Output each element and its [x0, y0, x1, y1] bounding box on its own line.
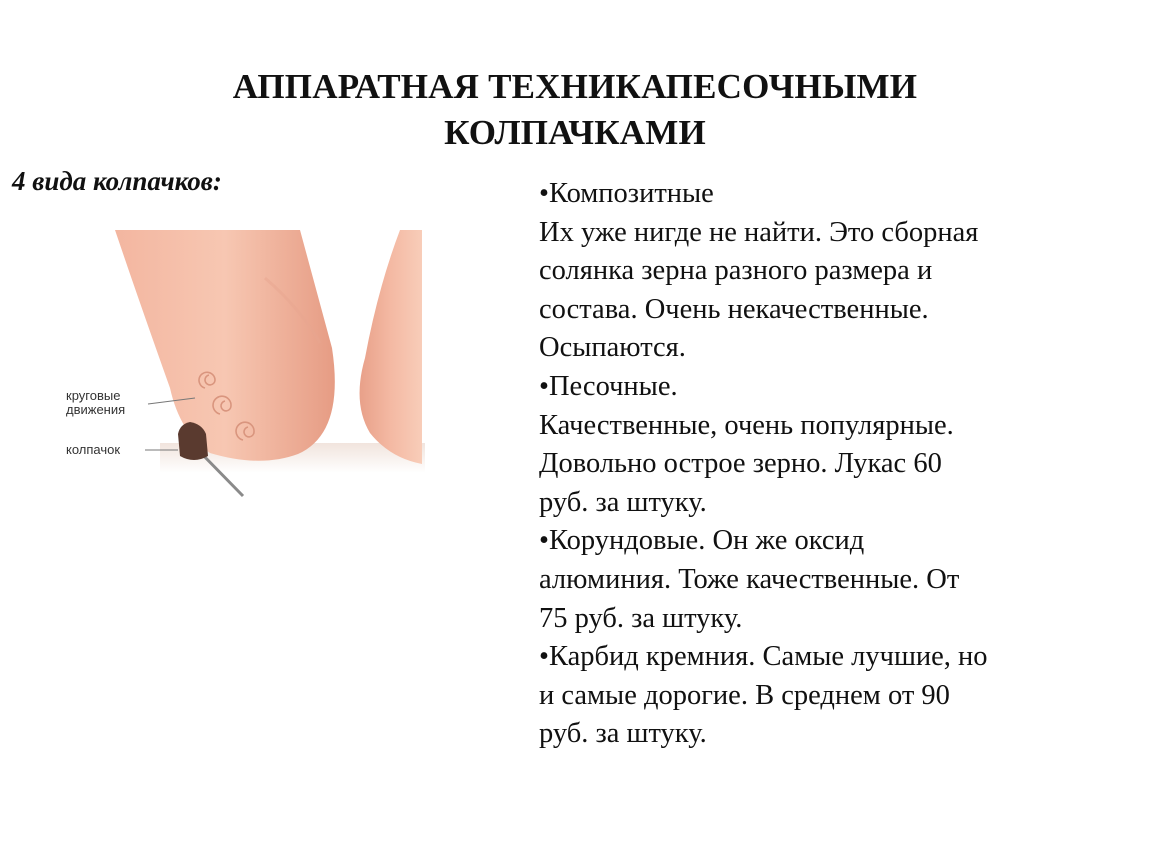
- right-toe: [360, 230, 422, 464]
- text-line: •Корундовые. Он же оксид: [539, 525, 865, 557]
- subtitle: 4 вида колпачков:: [12, 166, 222, 196]
- toe-cap-illustration: [60, 228, 430, 503]
- text-line: 75 руб. за штуку.: [539, 602, 743, 634]
- text-line: состава. Очень некачественные.: [539, 293, 929, 325]
- slide-title: [0, 64, 1150, 156]
- toe-illustration-svg: [60, 228, 430, 503]
- text-line: алюминия. Тоже качественные. От: [539, 563, 960, 595]
- text-line: Их уже нигде не найти. Это сборная: [539, 216, 979, 248]
- text-line: •Песочные.: [539, 370, 678, 402]
- text-line: Довольно острое зерно. Лукас 60: [539, 448, 942, 480]
- text-line: и самые дорогие. В среднем от 90: [539, 679, 950, 711]
- text-line: руб. за штуку.: [539, 718, 707, 750]
- caps-description: [539, 175, 1079, 754]
- label-circular-2: движения: [66, 402, 126, 417]
- text-line: солянка зерна разного размера и: [539, 255, 933, 287]
- left-toe: [115, 230, 335, 461]
- text-line: •Карбид кремния. Самые лучшие, но: [539, 641, 988, 673]
- title-line-2: КОЛПАЧКАМИ: [444, 113, 706, 152]
- title-line-1: АППАРАТНАЯ ТЕХНИКАПЕСОЧНЫМИ: [232, 67, 918, 106]
- label-cap: колпачок: [66, 442, 121, 457]
- text-line: Осыпаются.: [539, 332, 686, 364]
- text-line: Качественные, очень популярные.: [539, 409, 954, 441]
- text-line: руб. за штуку.: [539, 486, 707, 518]
- text-line: •Композитные: [539, 178, 714, 209]
- label-circular-1: круговые: [66, 388, 121, 403]
